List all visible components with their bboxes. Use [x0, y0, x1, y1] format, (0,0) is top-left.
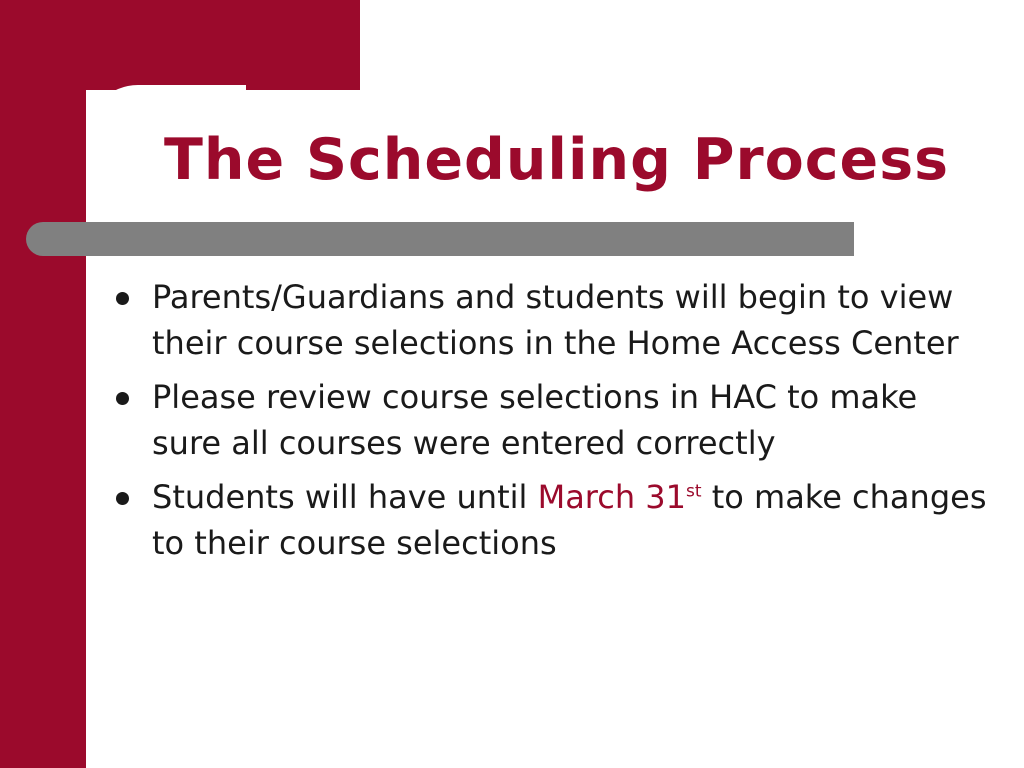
deadline-date [538, 478, 702, 516]
maroon-side-band [0, 0, 86, 768]
bullet-text-start: Students will have until [152, 478, 538, 516]
bullet-text-end: to make changes to their course selections [152, 478, 987, 562]
bullet-item [112, 474, 992, 566]
bullet-text: Parents/Guardians and students will begin to view their course selections in the Home Access Center [152, 278, 959, 362]
bullet-dot-icon [116, 392, 129, 405]
deadline-date-text: March 31 [537, 478, 687, 516]
bullet-item [112, 374, 992, 466]
deadline-date-suffix: st [686, 481, 702, 502]
title-divider-bar [26, 222, 854, 256]
maroon-top-band [0, 0, 360, 90]
bullet-dot-icon [116, 492, 129, 505]
bullet-item [112, 274, 992, 366]
bullet-list [112, 274, 992, 574]
slide-title: The Scheduling Process [164, 127, 950, 193]
bullet-dot-icon [116, 292, 129, 305]
bullet-text: Please review course selections in HAC to make sure all courses were entered correctly [152, 378, 918, 462]
